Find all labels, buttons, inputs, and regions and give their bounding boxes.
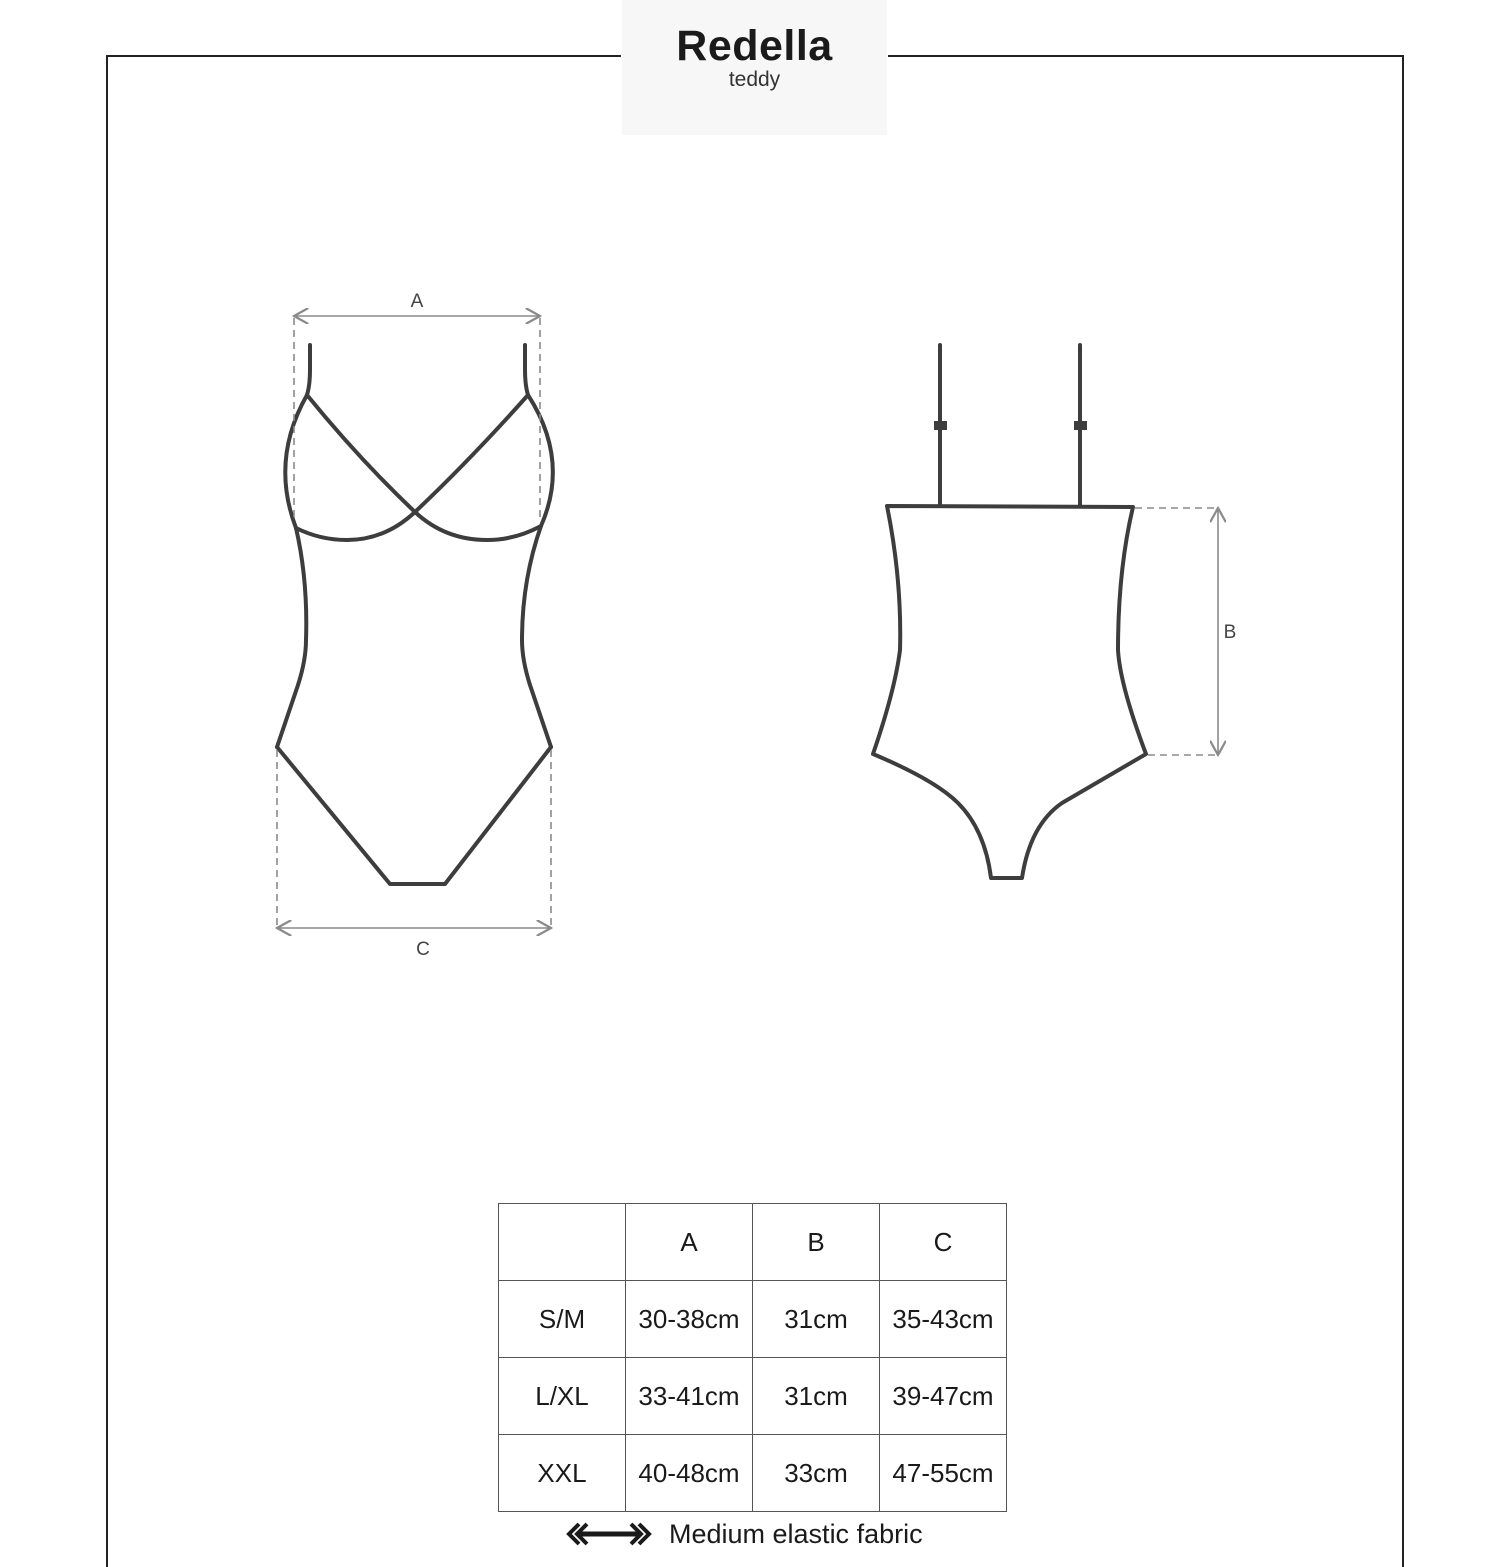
table-row	[499, 1435, 1007, 1512]
front-neckline	[307, 395, 528, 512]
size-cell: S/M	[499, 1281, 626, 1358]
front-underbust	[296, 512, 541, 540]
table-cell: 39-47cm	[880, 1358, 1007, 1435]
front-leg-opening	[277, 747, 551, 884]
table-header-cell: A	[626, 1204, 753, 1281]
table-row	[499, 1358, 1007, 1435]
table-cell: 33cm	[753, 1435, 880, 1512]
product-subtitle: teddy	[728, 68, 781, 91]
table-cell: 33-41cm	[626, 1358, 753, 1435]
dim-c-label: C	[416, 939, 430, 960]
back-strap-sliders	[934, 421, 1087, 430]
front-right-strap	[525, 345, 528, 395]
table-cell: 35-43cm	[880, 1281, 1007, 1358]
left-strap-slider	[934, 421, 947, 430]
size-cell: XXL	[499, 1435, 626, 1512]
table-header-cell: B	[753, 1204, 880, 1281]
table-cell: 31cm	[753, 1281, 880, 1358]
table-header-cell: C	[880, 1204, 1007, 1281]
front-view	[277, 345, 553, 884]
size-table	[498, 1203, 1007, 1512]
fabric-note-text: Medium elastic fabric	[669, 1518, 923, 1549]
table-cell: 30-38cm	[626, 1281, 753, 1358]
table-cell: 31cm	[753, 1358, 880, 1435]
back-body	[873, 506, 1146, 878]
fabric-note	[565, 1513, 923, 1555]
back-dimensions	[1135, 508, 1218, 755]
back-view	[873, 345, 1146, 878]
dim-a-label: A	[410, 291, 424, 312]
table-cell: 40-48cm	[626, 1435, 753, 1512]
table-header-row	[499, 1204, 1007, 1281]
stretch-arrows-icon	[565, 1521, 653, 1547]
table-cell: 47-55cm	[880, 1435, 1007, 1512]
right-strap-slider	[1074, 421, 1087, 430]
size-cell: L/XL	[499, 1358, 626, 1435]
dim-b-label: B	[1223, 622, 1237, 643]
product-title: Redella	[676, 22, 833, 70]
table-header-cell	[499, 1204, 626, 1281]
front-left-cup	[285, 395, 307, 528]
front-left-strap	[307, 345, 310, 395]
front-left-side	[277, 528, 306, 747]
front-right-side	[522, 526, 551, 747]
table-row	[499, 1281, 1007, 1358]
